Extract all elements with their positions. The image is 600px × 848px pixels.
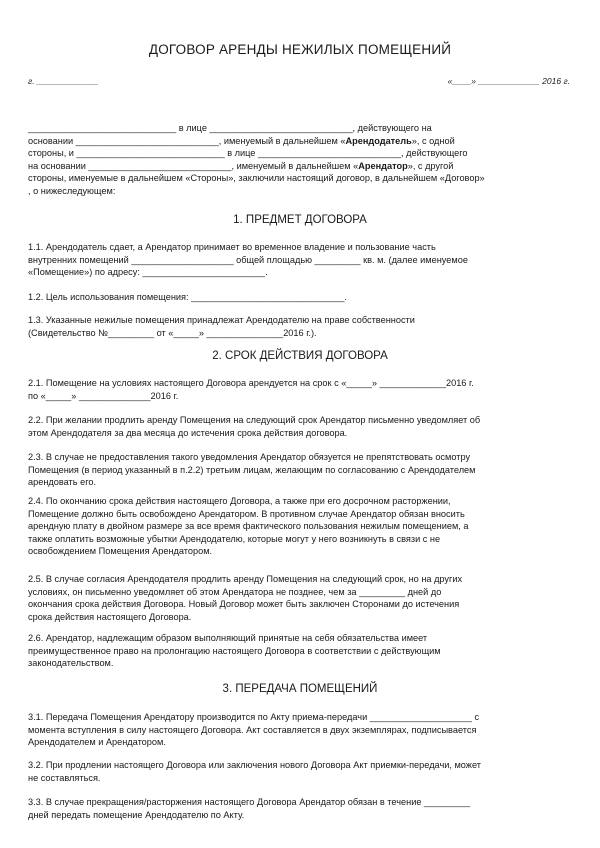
clause-line: не составляться. [28,772,101,783]
preamble-line: на основании ____________________________, именуемый в дальнейшем «Арендатор», с другой [28,160,454,171]
section-heading-3: 3. ПЕРЕДАЧА ПОМЕЩЕНИЙ [222,683,378,695]
lessor-term: Арендодатель [345,135,412,146]
clause-line: внутренних помещений ____________________ общей площадью _________ кв. м. (далее именуемое [28,254,468,265]
clause-3-2 [28,759,574,784]
clause-line: Арендодателем и Арендатором. [28,737,166,748]
preamble-line: основании ____________________________, именуемый в дальнейшем «Арендодатель», с одной [28,135,455,146]
section-heading-1: 1. ПРЕДМЕТ ДОГОВОРА [233,214,367,226]
clause-1-2 [28,291,574,304]
clause-line: этом Арендодателя за два месяца до истечения срока действия договора. [28,427,348,438]
clause-line: также оплатить возможные убытки Арендодателю, которые могут у него возникнуть в связи с не [28,533,441,544]
clause-line: (Свидетельство №_________ от «_____» _______________2016 г.). [28,327,317,338]
date-field: «____» _____________ 2016 г. [447,76,570,86]
clause-line: «Помещение») по адресу: ________________________. [28,267,268,278]
clause-line: 3.2. При продлении настоящего Договора или заключения нового Договора Акт приемки-передачи, может [28,760,481,770]
clause-line: дней передать помещение Арендодателю по Акту. [28,809,245,820]
clause-2-4 [28,495,574,558]
clause-2-5 [28,573,574,623]
clause-line: 3.3. В случае прекращения/расторжения настоящего Договора Арендатор обязан в течение _________ [28,797,470,807]
clause-line: 1.3. Указанные нежилые помещения принадлежат Арендодателю на праве собственности [28,315,415,325]
preamble-line: стороны, именуемые в дальнейшем «Стороны», заключили настоящий договор, в дальнейшем «Договор» [28,173,485,184]
clause-line: Помещение должно быть освобождено Арендатором. В противном случае Арендатор обязан вносить [28,508,465,519]
clause-2-2 [28,414,574,439]
section-heading-2: 2. СРОК ДЕЙСТВИЯ ДОГОВОРА [212,350,388,362]
clause-line: окончания срока действия Договора. Новый Договор может быть заключен Сторонами до истечения [28,599,460,610]
clause-line: 2.2. При желании продлить аренду Помещения на следующий срок Арендатор письменно уведомляет об [28,415,481,425]
clause-line: условиях, он письменно уведомляет об этом Арендатора не позднее, чем за _________ дней до [28,586,442,597]
clause-line: 2.1. Помещение на условиях настоящего Договора арендуется на срок с «_____» _____________2016 г. [28,378,474,388]
clause-line: 2.5. В случае согласия Арендодателя продлить аренду Помещения на следующий срок, но на других [28,574,463,584]
clause-line: 2.3. В случае не предоставления такого уведомления Арендатор обязуется не препятствовать осмотру [28,452,471,462]
clause-line: законодательством. [28,658,114,669]
clause-1-3 [28,314,574,339]
preamble-line: стороны, и _____________________________ в лице ____________________________, действующего [28,148,468,159]
clause-2-1 [28,377,574,402]
clause-3-3 [28,796,574,821]
clause-line: 2.4. По окончанию срока действия настоящего Договора, а также при его досрочном расторжении, [28,496,451,506]
clause-line: срока действия настоящего Договора. [28,611,192,622]
clause-line: преимущественное право на пролонгацию настоящего Договора в соответствии с действующим [28,645,441,656]
clause-3-1 [28,711,574,749]
clause-line: Помещения (в период указанный в п.2.2) третьим лицам, желающим по согласованию с Арендодателем [28,464,476,475]
clause-2-6 [28,632,574,670]
document-title: ДОГОВОР АРЕНДЫ НЕЖИЛЫХ ПОМЕЩЕНИЙ [148,42,452,57]
clause-line: 1.1. Арендодатель сдает, а Арендатор принимает во временное владение и пользование часть [28,242,436,252]
clause-line: момента вступления в силу настоящего Договора. Акт составляется в двух экземплярах, подписывается [28,724,477,735]
clause-line: по «_____» ______________2016 г. [28,390,179,401]
preamble-line: , о нижеследующем: [28,185,116,196]
clause-line: освобождением Помещения Арендатором. [28,546,213,557]
clause-2-3 [28,451,574,489]
clause-line: 2.6. Арендатор, надлежащим образом выполняющий принятые на себя обязательства имеет [28,633,428,643]
clause-1-1 [28,241,574,279]
clause-line: арендовать его. [28,477,97,488]
clause-line: 1.2. Цель использования помещения: ______________________________. [28,292,347,302]
preamble [28,122,574,198]
clause-line: арендную плату в двойном размере за все время фактического пользования нежилым помещением, а [28,521,469,532]
clause-line: 3.1. Передача Помещения Арендатору производится по Акту приема-передачи ____________________ с [28,712,480,722]
lessee-term: Арендатор [358,160,408,171]
city-field: г. _____________ [28,76,99,86]
preamble-line: _____________________________ в лице ____________________________, действующего на [28,123,432,133]
